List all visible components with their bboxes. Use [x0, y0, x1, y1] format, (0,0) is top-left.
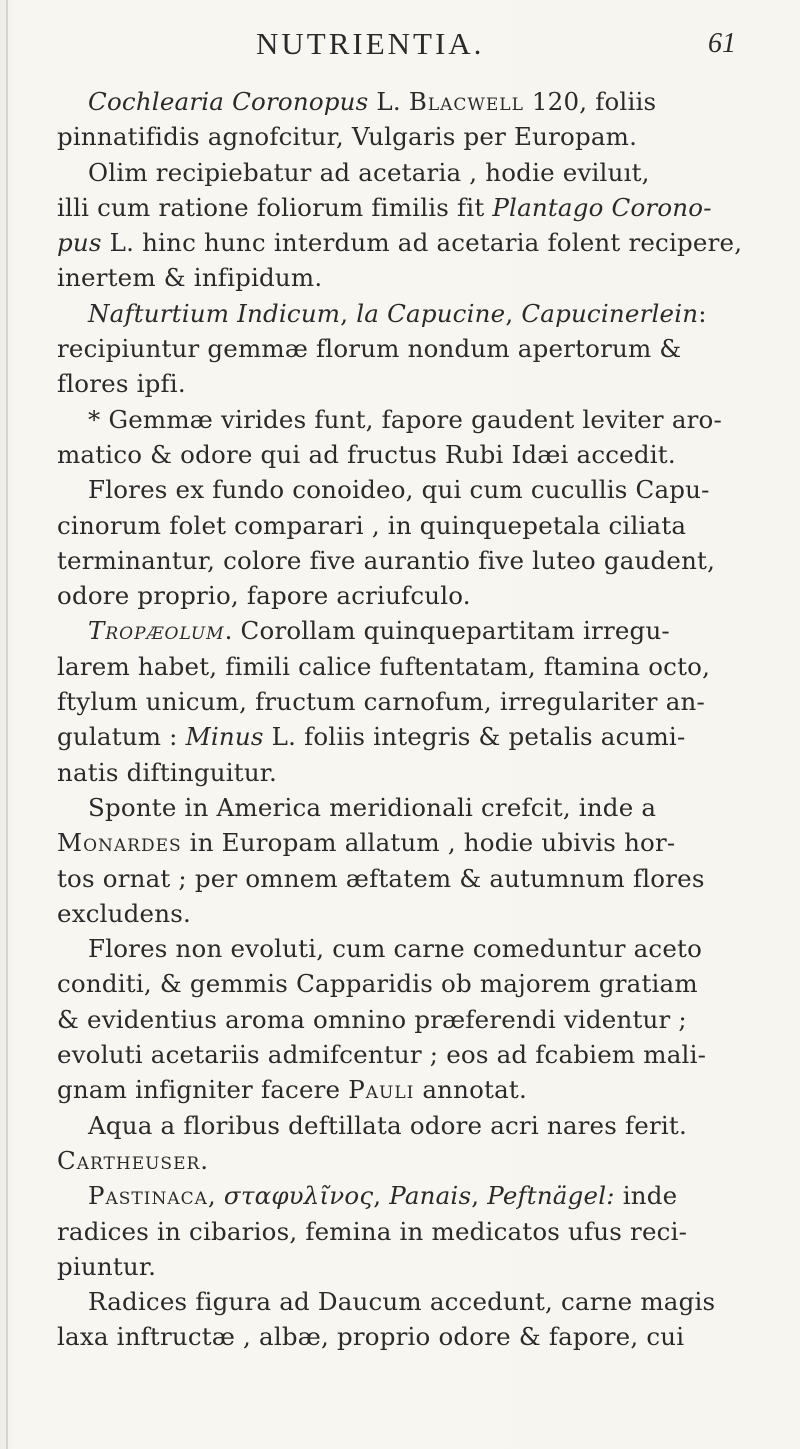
text-segment: radices in cibarios, femina in medicatos ufus reci-: [57, 1216, 688, 1246]
text-segment: pinnatifidis agnofcitur, Vulgaris per Europam.: [57, 122, 638, 152]
page-header: [0, 24, 800, 74]
text-segment: conditi, & gemmis Capparidis ob majorem gratiam: [57, 969, 698, 999]
text-line: [57, 861, 769, 896]
text-segment: ,: [373, 1181, 390, 1211]
text-segment: Plantago Corono-: [492, 192, 712, 222]
text-segment: Flores ex fundo conoideo, qui cum cucullis Capu-: [88, 475, 710, 505]
text-line: [57, 437, 769, 472]
text-line: [57, 366, 769, 401]
page-edge-shadow: [6, 0, 8, 1449]
text-segment: in Europam allatum , hodie ubivis hor-: [181, 828, 676, 858]
text-line: [57, 155, 769, 190]
text-segment: excludens.: [57, 898, 191, 928]
text-segment: Tropæolum: [88, 616, 225, 646]
text-line: [57, 1072, 769, 1107]
text-line: [57, 755, 769, 790]
text-segment: L. hinc hunc interdum ad acetaria folent recipere,: [101, 228, 743, 258]
text-segment: natis diftinguitur.: [57, 757, 278, 787]
text-segment: illi cum ratione foliorum fimilis fit: [57, 192, 493, 222]
text-segment: piuntur.: [57, 1251, 157, 1281]
text-line: [57, 1178, 769, 1213]
text-segment: recipiuntur gemmæ florum nondum apertorum &: [57, 334, 682, 364]
text-line: [57, 966, 769, 1001]
text-segment: flores ipfi.: [57, 369, 186, 399]
text-segment: Radices figura ad Daucum accedunt, carne magis: [88, 1287, 716, 1317]
text-segment: Sponte in America meridionali crefcit, inde a: [88, 792, 657, 822]
text-segment: pus: [57, 228, 102, 258]
text-segment: gulatum :: [57, 722, 186, 752]
text-segment: & evidentius aroma omnino præferendi videntur ;: [57, 1004, 687, 1034]
text-segment: Minus: [185, 722, 264, 752]
body-text: [57, 84, 769, 1355]
text-segment: inertem & infipidum.: [57, 263, 323, 293]
text-segment: matico & odore qui ad fructus Rubi Idæi accedit.: [57, 439, 676, 469]
text-line: [57, 508, 769, 543]
text-line: [57, 1143, 769, 1178]
text-line: [57, 1108, 769, 1143]
text-line: [57, 472, 769, 507]
text-segment: Olim recipiebatur ad acetaria , hodie eviluıt,: [88, 157, 650, 187]
text-line: [57, 896, 769, 931]
text-segment: Flores non evoluti, cum carne comeduntur aceto: [88, 934, 703, 964]
text-line: [57, 825, 769, 860]
text-line: [57, 1214, 769, 1249]
text-line: [57, 296, 769, 331]
text-line: [57, 260, 769, 295]
text-line: [57, 402, 769, 437]
text-segment: tos ornat ; per omnem æftatem & autumnum flores: [57, 863, 705, 893]
text-segment: Monardes: [57, 828, 182, 858]
text-segment: Pauli: [348, 1075, 415, 1105]
text-segment: σταφυλῖνος: [223, 1181, 374, 1211]
page-number: 61: [708, 28, 736, 59]
text-line: [57, 684, 769, 719]
text-segment: ,: [505, 298, 522, 328]
text-segment: L. foliis integris & petalis acumi-: [263, 722, 686, 752]
text-line: [57, 931, 769, 966]
text-line: [57, 613, 769, 648]
text-segment: Nafturtium Indicum: [88, 298, 341, 328]
text-line: [57, 84, 769, 119]
text-segment: larem habet, fimili calice fuftentatam, ftamina octo,: [57, 651, 711, 681]
text-line: [57, 578, 769, 613]
text-line: [57, 790, 769, 825]
text-segment: . Corollam quinquepartitam irregu-: [224, 616, 670, 646]
text-segment: Aqua a floribus deftillata odore acri nares ferit.: [88, 1110, 687, 1140]
text-line: [57, 190, 769, 225]
running-head: NUTRIENTIA.: [256, 26, 485, 61]
text-segment: odore proprio, fapore acriufculo.: [57, 581, 471, 611]
text-segment: 120, foliis: [523, 87, 657, 116]
text-segment: ftylum unicum, fructum carnofum, irregulariter an-: [57, 687, 705, 717]
text-segment: Panais: [389, 1181, 472, 1211]
text-segment: annotat.: [414, 1075, 527, 1105]
text-segment: cinorum folet comparari , in quinquepetala ciliata: [57, 510, 687, 540]
text-segment: ,: [471, 1181, 488, 1211]
text-line: [57, 1284, 769, 1319]
text-segment: ,: [207, 1181, 224, 1211]
text-segment: * Gemmæ virides funt, fapore gaudent leviter aro-: [88, 404, 722, 434]
text-segment: inde: [614, 1181, 678, 1211]
text-line: [57, 719, 769, 754]
text-line: [57, 543, 769, 578]
text-segment: ,: [340, 298, 357, 328]
text-line: [57, 1249, 769, 1284]
text-segment: gnam infigniter facere: [57, 1075, 349, 1105]
text-segment: terminantur, colore five aurantio five luteo gaudent,: [57, 545, 716, 575]
text-segment: Blacwell: [408, 87, 524, 116]
text-line: [57, 331, 769, 366]
text-line: [57, 225, 769, 260]
text-line: [57, 119, 769, 154]
text-segment: la Capucine: [356, 298, 506, 328]
text-line: [57, 1319, 769, 1354]
text-segment: Cochlearia Coronopus: [88, 87, 369, 116]
text-segment: Pastinaca: [88, 1181, 208, 1211]
text-segment: L.: [368, 87, 409, 116]
text-segment: Capucinerlein: [521, 298, 699, 328]
text-segment: Cartheuser.: [57, 1145, 210, 1175]
text-segment: :: [698, 298, 707, 328]
text-line: [57, 649, 769, 684]
text-line: [57, 1002, 769, 1037]
text-line: [57, 1037, 769, 1072]
text-segment: laxa inftructæ , albæ, proprio odore & fapore, cui: [57, 1322, 685, 1352]
text-segment: evoluti acetariis admifcentur ; eos ad fcabiem mali-: [57, 1040, 707, 1070]
text-segment: Peftnägel:: [487, 1181, 615, 1211]
